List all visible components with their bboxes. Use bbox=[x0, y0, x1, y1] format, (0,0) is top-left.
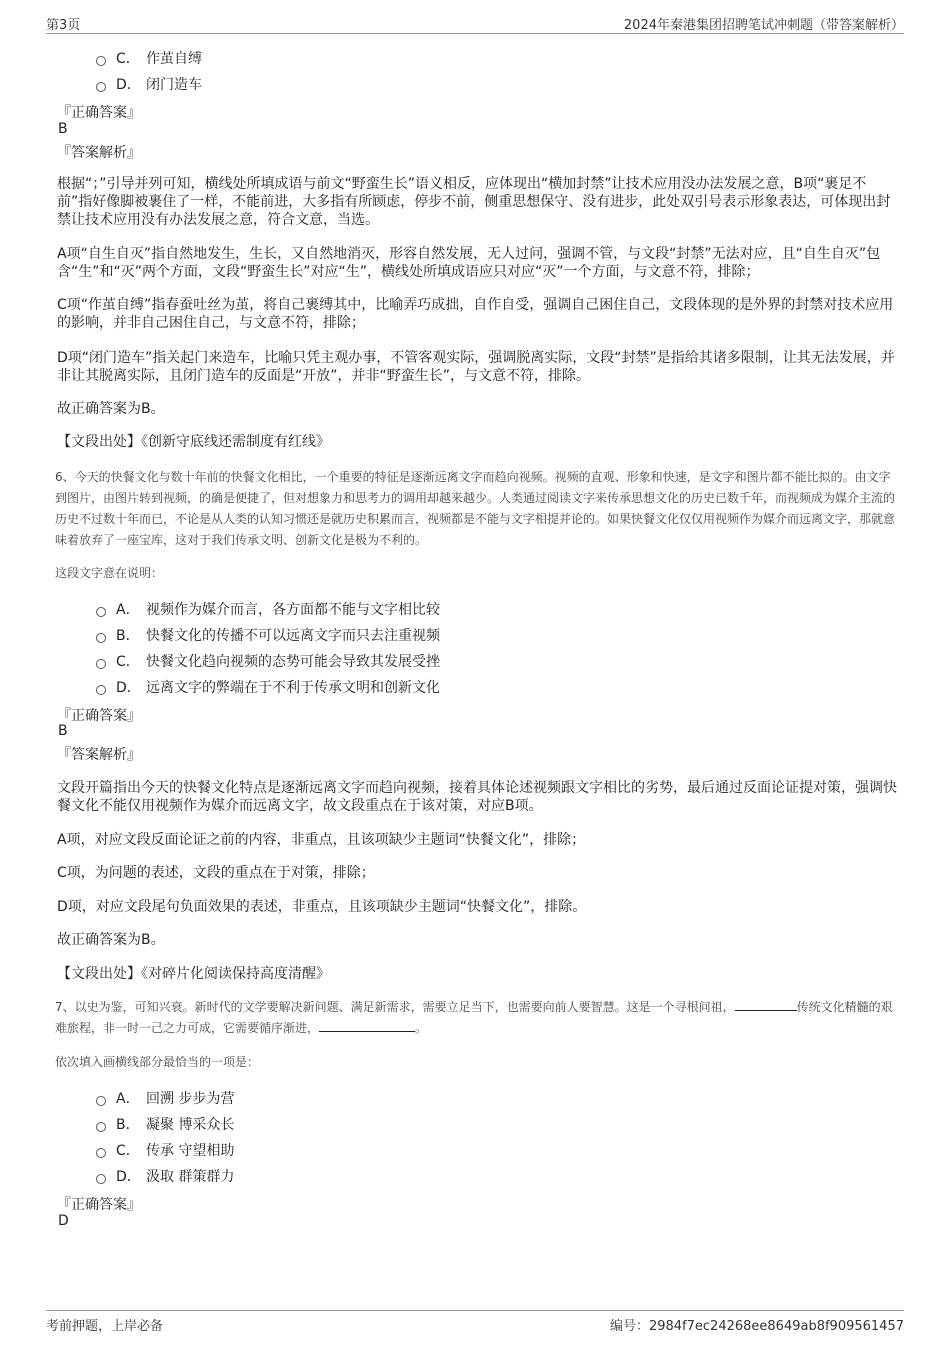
correct-answer-label: 『正确答案』 bbox=[57, 105, 141, 121]
question-stem: 6、今天的快餐文化与数十年前的快餐文化相比，一个重要的特征是逐渐远离文字而趋向视频。视频的直观、形象和快速，是文字和图片都不能比拟的。由文字到图片，由图片转到视频，的确是便捷了，但对想象力和思考力的调用却越来越少。人类通过阅读文字来传承思想文化的历史已数千年，而视频成为媒介主流的历史不过数十年而已，不论是从人类的认知习惯还是就历史积累而言，视频都是不能与文字相提并论的。如果快餐文化仅仅用视频作为媒介而远离文字，那就意味着放弃了一座宝库，这对于我们传承文明、创新文化是极为不利的。 bbox=[55, 470, 896, 547]
question-prompt: 依次填入画横线部分最恰当的一项是： bbox=[55, 1055, 260, 1069]
source-citation: 【文段出处】《创新守底线还需制度有红线》 bbox=[57, 434, 330, 450]
analysis-paragraph: D项，对应文段尾句负面效果的表述，非重点，且该项缺少主题词“快餐文化”，排除。 bbox=[57, 899, 587, 915]
fill-blank-2[interactable] bbox=[319, 1019, 415, 1032]
header-divider bbox=[46, 33, 904, 34]
analysis-paragraph: A项“自生自灭”指自然地发生，生长，又自然地消灭，形容自然发展，无人过问，强调不管，与文段“封禁”无法对应，且“自生自灭”包含“生”和“灭”两个方面，文段“野蛮生长”对应“生”，横线处所填成语应只对应“灭”一个方面，与文意不符，排除； bbox=[57, 246, 881, 280]
radio-icon[interactable] bbox=[96, 659, 106, 669]
analysis-label: 『答案解析』 bbox=[57, 747, 141, 763]
radio-icon[interactable] bbox=[96, 685, 106, 695]
radio-icon[interactable] bbox=[96, 82, 106, 92]
analysis-paragraph: 文段开篇指出今天的快餐文化特点是逐渐远离文字而趋向视频，接着具体论述视频跟文字相比的劣势，最后通过反面论证提对策，强调快餐文化不能仅用视频作为媒介而远离文字，故文段重点在于该对策，对应B项。 bbox=[57, 780, 897, 814]
analysis-paragraph: D项“闭门造车”指关起门来造车，比喻只凭主观办事，不管客观实际，强调脱离实际，文段“封禁”是指给其诸多限制，让其无法发展，并非让其脱离实际，且闭门造车的反面是“开放”，并非“野蛮生长”，与文意不符，排除。 bbox=[57, 350, 895, 384]
radio-icon[interactable] bbox=[96, 607, 106, 617]
document-id: 编号：2984f7ec24268ee8649ab8f909561457 bbox=[609, 1319, 904, 1334]
fill-blank-1[interactable] bbox=[735, 998, 797, 1011]
correct-answer-label: 『正确答案』 bbox=[57, 1197, 141, 1213]
analysis-label: 『答案解析』 bbox=[57, 145, 141, 161]
q6-option-b[interactable]: B． 快餐文化的传播不可以远离文字而只去注重视频 bbox=[96, 625, 440, 645]
radio-icon[interactable] bbox=[96, 633, 106, 643]
q5-option-c[interactable]: C． 作茧自缚 bbox=[96, 48, 202, 68]
footer-slogan: 考前押题，上岸必备 bbox=[46, 1319, 164, 1334]
q7-option-c[interactable]: C． 传承 守望相助 bbox=[96, 1140, 234, 1160]
radio-icon[interactable] bbox=[96, 1148, 106, 1158]
question-stem: 7、以史为鉴，可知兴衰。新时代的文学要解决新问题、满足新需求，需要立足当下，也需要向前人要智慧。这是一个寻根问祖， 传统文化精髓的艰难旅程，非一时一己之力可成，它需要循序渐进， 。 bbox=[55, 1000, 893, 1035]
page-number: 第3页 bbox=[46, 18, 81, 33]
q6-option-d[interactable]: D． 远离文字的弊端在于不利于传承文明和创新文化 bbox=[96, 677, 440, 697]
analysis-paragraph: 根据“；”引导并列可知，横线处所填成语与前文“野蛮生长”语义相反，应体现出“横加封禁”让技术应用没办法发展之意，B项“裹足不前”指好像脚被裹住了一样，不能前进，大多指有所顾虑，停步不前，侧重思想保守、没有进步，此处双引号表示形象表达，可体现出封禁让技术应用没有办法发展之意，符合文意，当选。 bbox=[57, 176, 891, 228]
radio-icon[interactable] bbox=[96, 56, 106, 66]
correct-answer-label: 『正确答案』 bbox=[57, 708, 141, 724]
correct-answer-value: B bbox=[58, 121, 68, 137]
q5-option-d[interactable]: D． 闭门造车 bbox=[96, 74, 202, 94]
footer-divider bbox=[46, 1310, 904, 1311]
analysis-paragraph: C项“作茧自缚”指春蚕吐丝为茧，将自己裹缚其中，比喻弄巧成拙，自作自受，强调自己困住自己，文段体现的是外界的封禁对技术应用的影响，并非自己困住自己，与文意不符，排除； bbox=[57, 297, 894, 331]
analysis-conclusion: 故正确答案为B。 bbox=[57, 932, 165, 948]
analysis-paragraph: C项，为问题的表述，文段的重点在于对策，排除； bbox=[57, 865, 375, 881]
q6-option-a[interactable]: A． 视频作为媒介而言，各方面都不能与文字相比较 bbox=[96, 599, 440, 619]
q7-option-a[interactable]: A． 回溯 步步为营 bbox=[96, 1088, 234, 1108]
analysis-conclusion: 故正确答案为B。 bbox=[57, 401, 165, 417]
q7-option-b[interactable]: B． 凝聚 博采众长 bbox=[96, 1114, 234, 1134]
radio-icon[interactable] bbox=[96, 1122, 106, 1132]
correct-answer-value: D bbox=[58, 1213, 69, 1229]
document-title: 2024年秦港集团招聘笔试冲刺题（带答案解析） bbox=[623, 18, 904, 33]
analysis-paragraph: A项，对应文段反面论证之前的内容，非重点，且该项缺少主题词“快餐文化”，排除； bbox=[57, 832, 586, 848]
source-citation: 【文段出处】《对碎片化阅读保持高度清醒》 bbox=[57, 966, 330, 982]
q6-option-c[interactable]: C． 快餐文化趋向视频的态势可能会导致其发展受挫 bbox=[96, 651, 440, 671]
correct-answer-value: B bbox=[58, 723, 68, 739]
question-prompt: 这段文字意在说明： bbox=[55, 566, 164, 580]
radio-icon[interactable] bbox=[96, 1096, 106, 1106]
radio-icon[interactable] bbox=[96, 1174, 106, 1184]
q7-option-d[interactable]: D． 汲取 群策群力 bbox=[96, 1166, 234, 1186]
